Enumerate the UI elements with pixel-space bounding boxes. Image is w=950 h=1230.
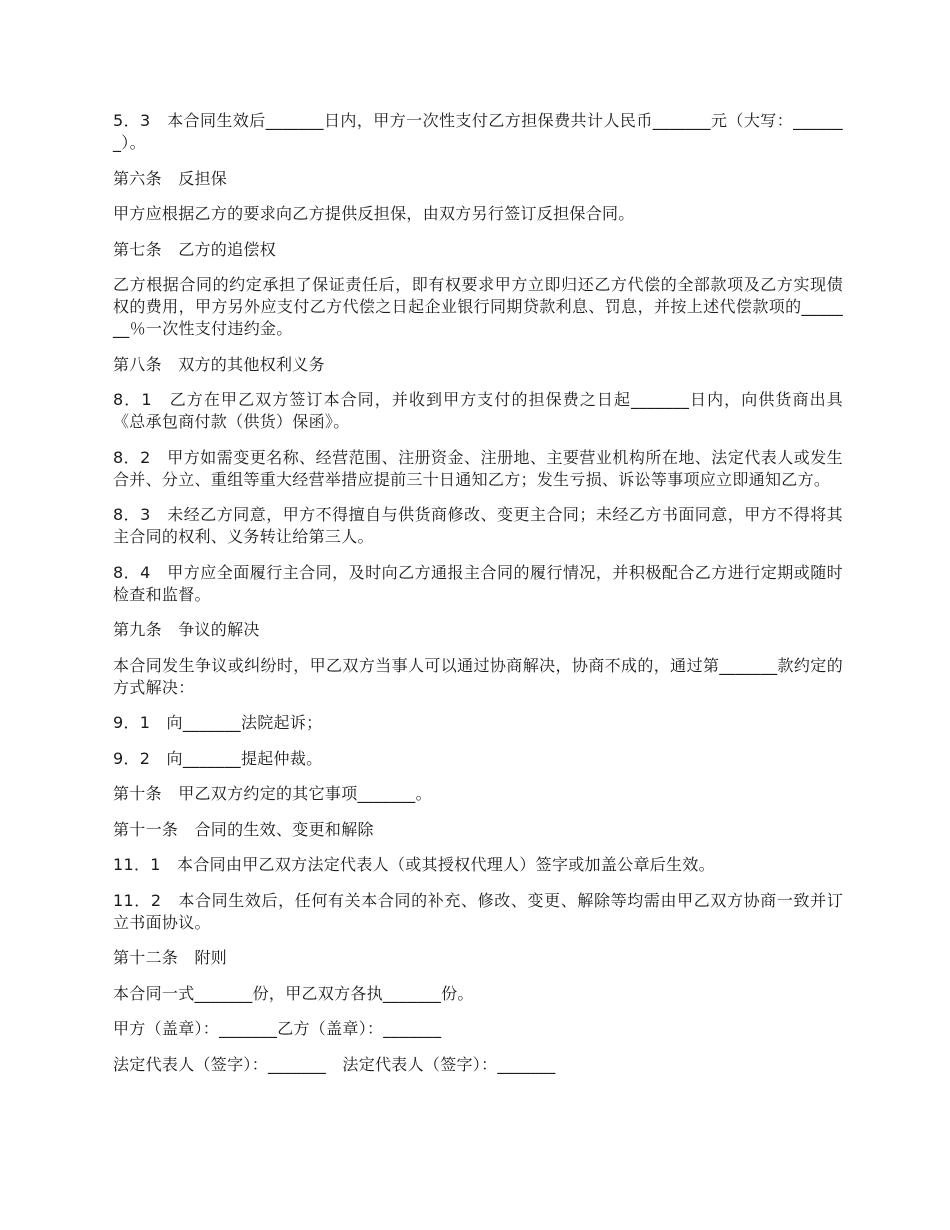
clause-8-1: 8．1 乙方在甲乙双方签订本合同，并收到甲方支付的担保费之日起_______日内，向供货商出具《总承包商付款（供货）保函》。 [113, 390, 843, 431]
document-body [113, 110, 843, 1089]
clause-8-2: 8．2 甲方如需变更名称、经营范围、注册资金、注册地、主要营业机构所在地、法定代表人或发生合并、分立、重组等重大经营举措应提前三十日通知乙方；发生亏损、诉讼等事项应立即通知乙方。 [113, 447, 843, 489]
article-10: 第十条 甲乙双方约定的其它事项_______。 [113, 784, 432, 803]
clause-5-3: 5．3 本合同生效后_______日内，甲方一次性支付乙方担保费共计人民币_______元（大写：_______）。 [113, 111, 843, 152]
signature-line: 法定代表人（签字）：_______ 法定代表人（签字）：_______ [113, 1054, 556, 1074]
clause-11-2: 11．2 本合同生效后，任何有关本合同的补充、修改、变更、解除等均需由甲乙双方协商一致并订立书面协议。 [113, 890, 843, 932]
copies-line: 本合同一式_______份，甲乙双方各执_______份。 [113, 983, 474, 1003]
article-9-text: 本合同发生争议或纠纷时，甲乙双方当事人可以通过协商解决，协商不成的，通过第_______款约定的方式解决： [113, 655, 843, 697]
seal-line: 甲方（盖章）：_______乙方（盖章）：_______ [113, 1019, 442, 1038]
article-12-heading: 第十二条 附则 [113, 948, 228, 967]
article-7-text: 乙方根据合同的约定承担了保证责任后，即有权要求甲方立即归还乙方代偿的全部款项及乙方实现债权的费用，甲方另外应支付乙方代偿之日起企业银行同期贷款利息、罚息，并按上述代偿款项的_______％一次性支付违约金。 [113, 275, 843, 338]
article-11-heading: 第十一条 合同的生效、变更和解除 [113, 819, 374, 839]
article-6-heading: 第六条 反担保 [113, 168, 228, 188]
article-9-heading: 第九条 争议的解决 [113, 620, 260, 639]
clause-8-4: 8．4 甲方应全面履行主合同，及时向乙方通报主合同的履行情况，并积极配合乙方进行定期或随时检查和监督。 [113, 562, 843, 604]
article-7-heading: 第七条 乙方的追偿权 [113, 239, 277, 259]
clause-9-1: 9．1 向_______法院起诉； [113, 713, 323, 732]
clause-8-3: 8．3 未经乙方同意，甲方不得擅自与供货商修改、变更主合同；未经乙方书面同意，甲方不得将其主合同的权利、义务转让给第三人。 [113, 505, 843, 546]
clause-9-2: 9．2 向_______提起仲裁。 [113, 748, 323, 768]
article-6-text: 甲方应根据乙方的要求向乙方提供反担保，由双方另行签订反担保合同。 [113, 204, 635, 223]
article-8-heading: 第八条 双方的其他权利义务 [113, 354, 325, 374]
clause-11-1: 11．1 本合同由甲乙双方法定代表人（或其授权代理人）签字或加盖公章后生效。 [113, 855, 715, 874]
